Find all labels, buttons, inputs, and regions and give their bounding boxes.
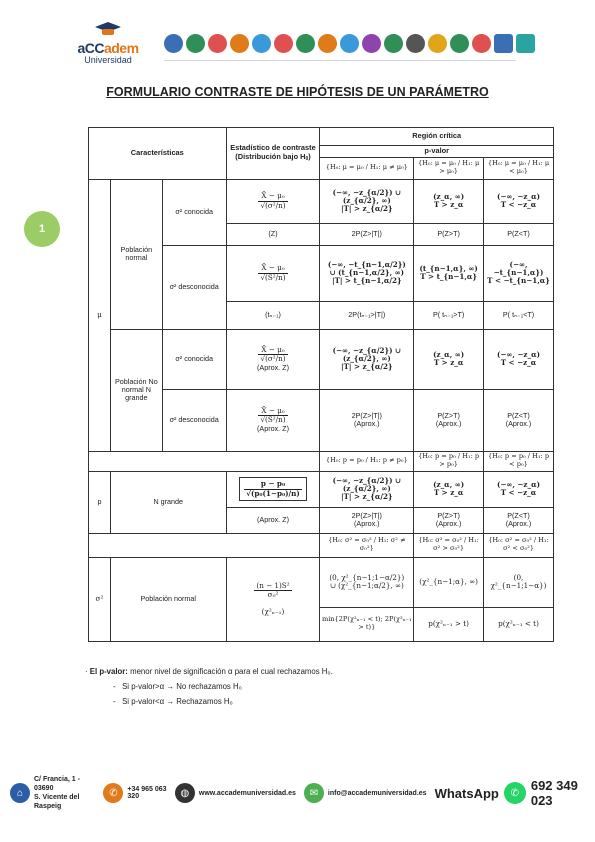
page-title: FORMULARIO CONTRASTE DE HIPÓTESIS DE UN PARÁMETRO <box>106 85 489 99</box>
header-caracteristicas: Características <box>89 128 227 180</box>
subject-icon[interactable] <box>384 34 403 53</box>
logo-name: aCCadem <box>77 40 139 56</box>
rc-z-left: (−∞, −z_α) T < −z_α <box>484 179 554 223</box>
pv-p-right: P(Z>T) (Aprox.) <box>414 507 484 533</box>
rc-chi-left: (0, χ²_{n−1;1−α}) <box>484 557 554 607</box>
subject-icon[interactable] <box>252 34 271 53</box>
pv-z-approx-two-sided: 2P(Z>|T|) (Aprox.) <box>320 389 414 451</box>
pv-t-right: P( tₙ₋₁>T) <box>414 301 484 329</box>
subject-icon[interactable] <box>516 34 535 53</box>
logo-subtitle: Universidad <box>84 55 132 65</box>
graduation-cap-icon <box>95 22 121 38</box>
sigma-conocida-label: σ² conocida <box>162 179 226 245</box>
phone-icon: ✆ <box>103 783 123 803</box>
rc-p-right: (z_α, ∞) T > z_α <box>414 471 484 507</box>
header-region-critica: Región crítica <box>320 128 554 146</box>
subject-icon[interactable] <box>230 34 249 53</box>
sigma2-row-label: σ² <box>89 557 111 641</box>
poblacion-normal-s-label: Población normal <box>110 557 226 641</box>
hypothesis-formula-table <box>88 127 554 642</box>
subject-icon[interactable] <box>450 34 469 53</box>
z-statistic-formula: $\frac{\text{X̄ − μ₀}}{\text{√(σ²/n)}}$ <box>226 179 320 223</box>
footer-address: C/ Francia, 1 - 03690 S. Vicente del Raspeig <box>34 776 80 810</box>
subject-icon[interactable] <box>208 34 227 53</box>
pv-t-two-sided: 2P(tₙ₋₁>|T|) <box>320 301 414 329</box>
subject-icon[interactable] <box>164 34 183 53</box>
header-estadistico: Estadístico de contraste (Distribución bajo $H_0$) <box>226 128 320 180</box>
rc-z-approx-left: (−∞, −z_α) T < −z_α <box>484 329 554 389</box>
p-hypothesis-right: {H₀: p = p₀ / H₁: p > p₀} <box>414 451 484 471</box>
subject-icon[interactable] <box>186 34 205 53</box>
rc-chi-right: (χ²_{n−1;α}, ∞) <box>414 557 484 607</box>
email-icon: ✉ <box>304 783 324 803</box>
academy-logo <box>68 22 148 65</box>
rc-z-two-sided: (−∞, −z_{α/2}) ∪ (z_{α/2}, ∞) |T| > z_{α/2} <box>320 179 414 223</box>
mu-hypothesis-left: {H₀: μ = μ₀ / H₁: μ < μ₀} <box>484 157 554 179</box>
pv-p-left: P(Z<T) (Aprox.) <box>484 507 554 533</box>
pv-z-two-sided: 2P(Z>|T|) <box>320 223 414 245</box>
footer-whatsapp-phone[interactable]: 692 349 023 <box>530 778 578 808</box>
mu-row-label: μ <box>89 179 111 451</box>
s-hypothesis-spacer <box>89 533 320 557</box>
t-statistic-formula: $\frac{\text{X̄ − μ₀}}{\text{√(S²/n)}}$ <box>226 245 320 301</box>
subject-icon[interactable] <box>472 34 491 53</box>
subject-icon[interactable] <box>406 34 425 53</box>
z-approx-s-formula: $\frac{\text{X̄ − μ₀}}{\text{√(S²/n)}}$ (Aprox. Z) <box>226 389 320 451</box>
header-p-valor: p-valor <box>320 146 554 158</box>
globe-icon: ◍ <box>175 783 195 803</box>
pv-t-left: P( tₙ₋₁<T) <box>484 301 554 329</box>
s-hypothesis-two-sided: {H₀: σ² = σ₀² / H₁: σ² ≠ σ₀²} <box>320 533 414 557</box>
pv-chi-left: p(χ²ₙ₋₁ < t) <box>484 607 554 641</box>
note-item-reject: - Si p-valor<α → Rechazamos H₀ <box>113 697 233 706</box>
sigma-conocida-label-2: σ² conocida <box>162 329 226 389</box>
s-hypothesis-left: {H₀: σ² = σ₀² / H₁: σ² < σ₀²} <box>484 533 554 557</box>
p-hypothesis-left: {H₀: p = p₀ / H₁: p < p₀} <box>484 451 554 471</box>
pv-z-approx-left: P(Z<T) (Aprox.) <box>484 389 554 451</box>
t-distribution-label: (tₙ₋₁) <box>226 301 320 329</box>
page-number-badge: 1 <box>24 211 60 247</box>
pv-z-right: P(Z>T) <box>414 223 484 245</box>
pv-z-approx-right: P(Z>T) (Aprox.) <box>414 389 484 451</box>
chi-statistic-formula: $\frac{\text{(n − 1)S²}}{\text{σ₀²}}$ (χ²ₙ₋₁) <box>226 557 320 641</box>
footer-website[interactable]: www.accademuniversidad.es <box>198 789 296 797</box>
rc-t-two-sided: (−∞, −t_{n−1,α/2}) ∪ (t_{n−1,α/2}, ∞) |T| > t_{n−1,α/2} <box>320 245 414 301</box>
note-item-no-reject: - Si p-valor>α → No rechazamos H₀ <box>113 682 242 691</box>
rc-z-right: (z_α, ∞) T > z_α <box>414 179 484 223</box>
s-hypothesis-right: {H₀: σ² = σ₀² / H₁: σ² > σ₀²} <box>414 533 484 557</box>
mu-hypothesis-two-sided: {H₀: μ = μ₀ / H₁: μ ≠ μ₀} <box>320 157 414 179</box>
rc-chi-two-sided: (0, χ²_{n−1;1−α/2}) ∪ (χ²_{n−1;α/2}, ∞) <box>320 557 414 607</box>
subject-icon[interactable] <box>274 34 293 53</box>
pv-p-two-sided: 2P(Z>|T|) (Aprox.) <box>320 507 414 533</box>
subject-icon[interactable] <box>340 34 359 53</box>
rc-t-right: (t_{n−1,α}, ∞) T > t_{n−1,α} <box>414 245 484 301</box>
p-row-label: p <box>89 471 111 533</box>
rc-p-left: (−∞, −z_α) T < −z_α <box>484 471 554 507</box>
subject-icon[interactable] <box>494 34 513 53</box>
subject-icon[interactable] <box>428 34 447 53</box>
p-hypothesis-two-sided: {H₀: p = p₀ / H₁: p ≠ p₀} <box>320 451 414 471</box>
rc-z-approx-two-sided: (−∞, −z_{α/2}) ∪ (z_{α/2}, ∞) |T| > z_{α/2} <box>320 329 414 389</box>
pv-chi-two-sided: min{2P(χ²ₙ₋₁ < t); 2P(χ²ₙ₋₁ > t)} <box>320 607 414 641</box>
z-approx-formula: $\frac{\text{X̄ − μ₀}}{\text{√(σ²/n)}}$ (Aprox. Z) <box>226 329 320 389</box>
pv-chi-right: p(χ²ₙ₋₁ > t) <box>414 607 484 641</box>
subject-icon[interactable] <box>318 34 337 53</box>
rc-p-two-sided: (−∞, −z_{α/2}) ∪ (z_{α/2}, ∞) |T| > z_{α/2} <box>320 471 414 507</box>
subject-icon[interactable] <box>362 34 381 53</box>
sigma-desconocida-label: σ² desconocida <box>162 245 226 329</box>
subject-icon-bar <box>164 34 535 53</box>
whatsapp-label: WhatsApp <box>434 785 499 801</box>
footer-email[interactable]: info@accademuniversidad.es <box>327 789 427 797</box>
z-distribution-label: (Z) <box>226 223 320 245</box>
rc-z-approx-right: (z_α, ∞) T > z_α <box>414 329 484 389</box>
pv-z-left: P(Z<T) <box>484 223 554 245</box>
p-value-definition: · El p-valor: menor nivel de significación α para el cual rechazamos H₀. <box>85 667 333 676</box>
p-statistic-formula: $\frac{\text{p − p₀}}{\text{√(p₀(1−p₀)/n)}}$ <box>226 471 320 507</box>
rc-t-left: (−∞, −t_{n−1,α}) T < −t_{n−1,α} <box>484 245 554 301</box>
header-divider <box>164 60 516 61</box>
p-hypothesis-spacer <box>89 451 320 471</box>
mu-hypothesis-right: {H₀: μ = μ₀ / H₁: μ > μ₀} <box>414 157 484 179</box>
home-icon: ⌂ <box>10 783 30 803</box>
p-value-notes <box>85 664 333 709</box>
sigma-desconocida-label-2: σ² desconocida <box>162 389 226 451</box>
subject-icon[interactable] <box>296 34 315 53</box>
poblacion-normal-label: Población normal <box>110 179 162 329</box>
whatsapp-icon: ✆ <box>504 782 526 804</box>
poblacion-no-normal-label: Población No normal N grande <box>110 329 162 451</box>
page-footer <box>10 776 585 810</box>
footer-phone[interactable]: +34 965 063 320 <box>127 786 167 800</box>
n-grande-label: N grande <box>110 471 226 533</box>
p-distribution-label: (Aprox. Z) <box>226 507 320 533</box>
